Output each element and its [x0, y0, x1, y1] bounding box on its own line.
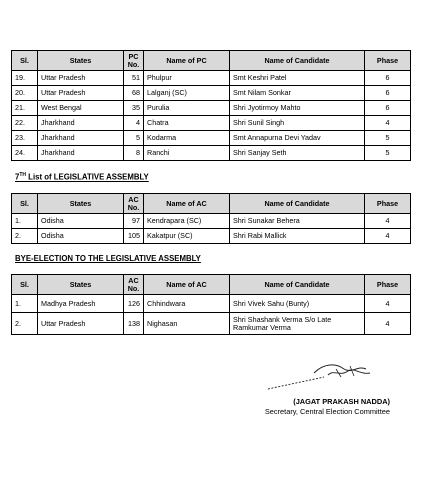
table-header-row	[12, 275, 411, 295]
table-row	[12, 313, 411, 335]
cell-candidate: Smt Annapurna Devi Yadav	[230, 131, 365, 146]
cell-no: 105	[124, 229, 144, 244]
cell-state: Jharkhand	[38, 131, 124, 146]
cell-sl: 21.	[12, 101, 38, 116]
cell-no: 35	[124, 101, 144, 116]
section-heading-7th-list: 7TH List of LEGISLATIVE ASSEMBLY	[15, 172, 149, 182]
cell-sl: 2.	[12, 229, 38, 244]
table-header-row	[12, 51, 411, 71]
cell-sl: 2.	[12, 313, 38, 335]
cell-candidate: Shri Sunil Singh	[230, 116, 365, 131]
cell-candidate: Shri Sunakar Behera	[230, 214, 365, 229]
column-header-candidate: Name of Candidate	[230, 51, 365, 71]
pc-candidates-table	[11, 50, 411, 161]
column-header-states: States	[38, 194, 124, 214]
column-header-sl: Sl.	[12, 275, 38, 295]
cell-no: 5	[124, 131, 144, 146]
cell-phase: 6	[365, 71, 411, 86]
cell-phase: 4	[365, 214, 411, 229]
cell-sl: 1.	[12, 295, 38, 313]
cell-sl: 1.	[12, 214, 38, 229]
cell-candidate: Shri Jyotirmoy Mahto	[230, 101, 365, 116]
cell-state: West Bengal	[38, 101, 124, 116]
table-row	[12, 116, 411, 131]
cell-candidate: Smt Keshri Patel	[230, 71, 365, 86]
column-header-sl: Sl.	[12, 194, 38, 214]
cell-candidate: Shri Vivek Sahu (Bunty)	[230, 295, 365, 313]
table-row	[12, 101, 411, 116]
column-header-states: States	[38, 275, 124, 295]
cell-no: 97	[124, 214, 144, 229]
table-row	[12, 295, 411, 313]
column-header-phase: Phase	[365, 194, 411, 214]
cell-phase: 6	[365, 101, 411, 116]
signature-mark	[266, 357, 376, 393]
column-header-phase: Phase	[365, 275, 411, 295]
table-header-row	[12, 194, 411, 214]
cell-state: Jharkhand	[38, 146, 124, 161]
cell-candidate: Shri Shashank Verma S/o Late Ramkumar Verma	[230, 313, 365, 335]
cell-state: Odisha	[38, 214, 124, 229]
column-header-phase: Phase	[365, 51, 411, 71]
column-header-candidate: Name of Candidate	[230, 194, 365, 214]
table-row	[12, 86, 411, 101]
cell-candidate: Shri Sanjay Seth	[230, 146, 365, 161]
cell-phase: 5	[365, 131, 411, 146]
table-row	[12, 131, 411, 146]
table-row	[12, 146, 411, 161]
column-header-name-of-ac: Name of AC	[144, 275, 230, 295]
cell-sl: 20.	[12, 86, 38, 101]
cell-state: Uttar Pradesh	[38, 71, 124, 86]
bye-election-table	[11, 274, 411, 335]
cell-state: Jharkhand	[38, 116, 124, 131]
cell-sl: 22.	[12, 116, 38, 131]
cell-name: Ranchi	[144, 146, 230, 161]
table-row	[12, 214, 411, 229]
cell-name: Kakatpur (SC)	[144, 229, 230, 244]
cell-candidate: Smt Nilam Sonkar	[230, 86, 365, 101]
cell-phase: 4	[365, 116, 411, 131]
column-header-sl: Sl.	[12, 51, 38, 71]
cell-no: 138	[124, 313, 144, 335]
cell-phase: 5	[365, 146, 411, 161]
column-header-name-of-ac: Name of AC	[144, 194, 230, 214]
cell-sl: 19.	[12, 71, 38, 86]
cell-state: Madhya Pradesh	[38, 295, 124, 313]
cell-no: 4	[124, 116, 144, 131]
cell-state: Uttar Pradesh	[38, 86, 124, 101]
cell-phase: 6	[365, 86, 411, 101]
cell-phase: 4	[365, 313, 411, 335]
cell-no: 126	[124, 295, 144, 313]
signatory-designation: Secretary, Central Election Committee	[264, 407, 390, 416]
column-header-pc-no: PC No.	[124, 51, 144, 71]
cell-name: Kendrapara (SC)	[144, 214, 230, 229]
column-header-candidate: Name of Candidate	[230, 275, 365, 295]
cell-sl: 23.	[12, 131, 38, 146]
cell-name: Phulpur	[144, 71, 230, 86]
cell-state: Uttar Pradesh	[38, 313, 124, 335]
cell-name: Chhindwara	[144, 295, 230, 313]
cell-phase: 4	[365, 229, 411, 244]
column-header-ac-no: AC No.	[124, 275, 144, 295]
column-header-ac-no: AC No.	[124, 194, 144, 214]
ac-candidates-table	[11, 193, 411, 244]
section-heading-bye-election: BYE-ELECTION TO THE LEGISLATIVE ASSEMBLY	[15, 254, 201, 263]
table-row	[12, 71, 411, 86]
column-header-states: States	[38, 51, 124, 71]
cell-no: 68	[124, 86, 144, 101]
cell-name: Kodarma	[144, 131, 230, 146]
table-row	[12, 229, 411, 244]
cell-name: Lalganj (SC)	[144, 86, 230, 101]
cell-state: Odisha	[38, 229, 124, 244]
signatory-name: (JAGAT PRAKASH NADDA)	[293, 397, 390, 406]
cell-no: 8	[124, 146, 144, 161]
cell-sl: 24.	[12, 146, 38, 161]
cell-no: 51	[124, 71, 144, 86]
cell-candidate: Shri Rabi Mallick	[230, 229, 365, 244]
cell-name: Purulia	[144, 101, 230, 116]
cell-phase: 4	[365, 295, 411, 313]
cell-name: Chatra	[144, 116, 230, 131]
cell-name: Nighasan	[144, 313, 230, 335]
column-header-name-of-pc: Name of PC	[144, 51, 230, 71]
